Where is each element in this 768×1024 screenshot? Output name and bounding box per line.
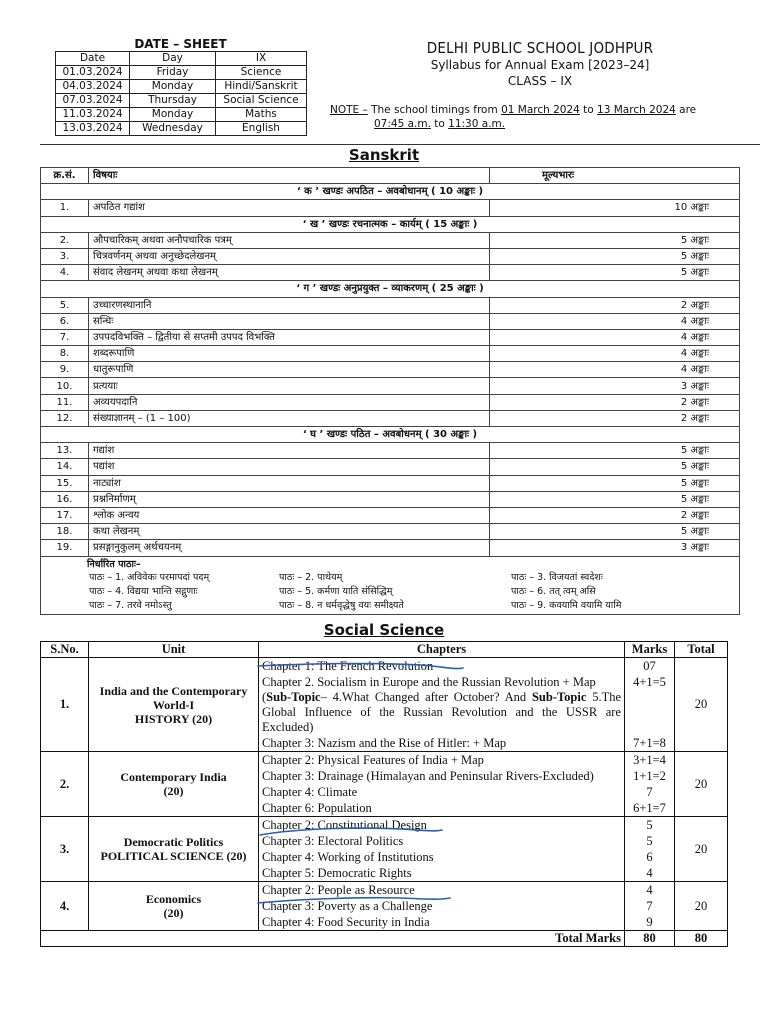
exam-date: 11.03.2024 xyxy=(56,108,130,122)
chapter-item: Chapter 6: Population xyxy=(262,801,372,815)
chapter-item: Chapter 5: Democratic Rights xyxy=(262,866,412,880)
note-time-from: 07:45 a.m. xyxy=(374,118,431,130)
table-row xyxy=(41,507,740,523)
unit-name-line: POLITICAL SCIENCE (20) xyxy=(100,849,247,863)
topic-marks: 4 अङ्काः xyxy=(490,329,740,345)
note-text: ( xyxy=(262,690,267,704)
note-text: – 4.What Changed after October? And xyxy=(320,690,532,704)
khanda-title: ‘ क ’ खण्डः अपठित – अवबोधानम् ( 10 अङ्काः ) xyxy=(41,184,740,200)
unit-name xyxy=(89,817,259,882)
unit-marks xyxy=(625,817,675,882)
school-name: DELHI PUBLIC SCHOOL JODHPUR xyxy=(426,39,654,57)
table-row xyxy=(56,122,307,136)
unit-name-line: Economics xyxy=(145,892,202,906)
topic-name: धातुरूपाणि xyxy=(89,362,490,378)
chapter-note xyxy=(262,690,621,735)
khanda-title: ‘ ख ’ खण्डः रचनात्मक – कार्यम् ( 15 अङ्काः ) xyxy=(41,216,740,232)
unit-name-line: Democratic Politics xyxy=(123,835,224,849)
table-row xyxy=(41,524,740,540)
topic-name: गद्यांश xyxy=(89,443,490,459)
topic-marks: 2 अङ्काः xyxy=(490,297,740,313)
chapter-marks: 4+1=5 xyxy=(633,675,666,689)
table-row xyxy=(41,200,740,216)
exam-day: Wednesday xyxy=(130,122,216,136)
table-row xyxy=(41,882,728,931)
table-row xyxy=(56,80,307,94)
unit-chapters xyxy=(259,882,625,931)
social-science-table xyxy=(40,641,728,947)
chapter-item: Chapter 4: Food Security in India xyxy=(262,915,430,929)
unit-name-line: World-I xyxy=(152,697,195,712)
topic-header: विषयाः xyxy=(89,168,490,184)
table-row xyxy=(41,475,740,491)
topic-name: नाट्यांश xyxy=(89,475,490,491)
unit-name-line: HISTORY (20) xyxy=(134,711,213,726)
unit-name-line: (20) xyxy=(163,906,184,920)
topic-name: श्लोक अन्वय xyxy=(89,507,490,523)
topic-serial: 3. xyxy=(41,248,89,264)
sno-header: S.No. xyxy=(41,642,89,658)
unit-header: Unit xyxy=(89,642,259,658)
table-row xyxy=(41,248,740,264)
note-text: to xyxy=(579,104,598,116)
table-row xyxy=(56,108,307,122)
lesson-item: पाठः – 6. तत् त्वम् असि xyxy=(511,585,596,597)
chapter-marks: 4 xyxy=(646,883,653,897)
unit-name-line: Contemporary India xyxy=(120,770,227,784)
unit-sno: 4. xyxy=(41,882,89,931)
day-header: Day xyxy=(130,52,216,66)
topic-marks: 5 अङ्काः xyxy=(490,248,740,264)
topic-serial: 16. xyxy=(41,491,89,507)
exam-date: 01.03.2024 xyxy=(56,66,130,80)
exam-subject: Maths xyxy=(216,108,307,122)
table-row xyxy=(41,491,740,507)
note-date-to: 13 March 2024 xyxy=(597,104,676,116)
exam-day: Monday xyxy=(130,108,216,122)
topic-marks: 5 अङ्काः xyxy=(490,443,740,459)
topic-marks: 4 अङ्काः xyxy=(490,346,740,362)
note-date-from: 01 March 2024 xyxy=(501,104,580,116)
chapter-marks: 5 xyxy=(646,818,653,832)
table-row xyxy=(41,443,740,459)
exam-subject: Hindi/Sanskrit xyxy=(216,80,307,94)
topic-marks: 5 अङ्काः xyxy=(490,265,740,281)
topic-name: प्रत्ययाः xyxy=(89,378,490,394)
chapter-marks: 07 xyxy=(643,659,656,673)
prescribed-lessons-row xyxy=(41,556,740,614)
topic-name: प्रसङ्गानुकुलम् अर्थचयनम् xyxy=(89,540,490,556)
topic-serial: 17. xyxy=(41,507,89,523)
note-text: are xyxy=(675,104,697,116)
syllabus-title: Syllabus for Annual Exam [2023–24] xyxy=(430,58,650,72)
unit-chapters xyxy=(259,658,625,752)
table-row xyxy=(41,329,740,345)
topic-serial: 7. xyxy=(41,329,89,345)
unit-sno: 1. xyxy=(41,658,89,752)
table-row xyxy=(41,540,740,556)
chapter-marks: 4 xyxy=(646,866,653,880)
lesson-item: पाठः – 3. विजयतां स्वदेशः xyxy=(511,571,603,583)
unit-total: 20 xyxy=(675,817,728,882)
table-row xyxy=(41,410,740,426)
unit-total: 20 xyxy=(675,882,728,931)
header-divider xyxy=(40,144,760,145)
topic-serial: 18. xyxy=(41,524,89,540)
exam-day: Monday xyxy=(130,80,216,94)
topic-serial: 8. xyxy=(41,346,89,362)
khanda-title: ‘ घ ’ खण्डः पठित – अवबोधनम् ( 30 अङ्काः ) xyxy=(41,427,740,443)
exam-date: 07.03.2024 xyxy=(56,94,130,108)
timing-note xyxy=(330,103,730,131)
table-row xyxy=(41,378,740,394)
topic-serial: 10. xyxy=(41,378,89,394)
table-row xyxy=(56,66,307,80)
social-science-title: Social Science xyxy=(323,621,445,639)
class-title: CLASS – IX xyxy=(507,74,573,88)
topic-marks: 5 अङ्काः xyxy=(490,491,740,507)
topic-serial: 14. xyxy=(41,459,89,475)
date-header: Date xyxy=(56,52,130,66)
unit-sno: 3. xyxy=(41,817,89,882)
table-row xyxy=(41,394,740,410)
date-sheet xyxy=(55,37,306,136)
topic-marks: 5 अङ्काः xyxy=(490,475,740,491)
unit-marks xyxy=(625,882,675,931)
table-row xyxy=(41,658,728,752)
topic-name: अपठित गद्यांश xyxy=(89,200,490,216)
table-row xyxy=(41,232,740,248)
unit-name-line: India and the Contemporary xyxy=(99,683,248,698)
chapter-marks: 7 xyxy=(646,785,653,799)
topic-marks: 5 अङ्काः xyxy=(490,232,740,248)
topic-marks: 10 अङ्काः xyxy=(490,200,740,216)
chapter-marks: 7+1=8 xyxy=(633,736,666,750)
note-text: The school timings from xyxy=(367,104,502,116)
topic-marks: 2 अङ्काः xyxy=(490,410,740,426)
note-label: NOTE – xyxy=(330,104,368,116)
chapter-marks: 5 xyxy=(646,834,653,848)
marks-header: मूल्यभारः xyxy=(490,168,740,184)
topic-name: उपपदविभक्ति – द्वितीया से सप्तमी उपपद विभक्ति xyxy=(89,329,490,345)
total-marks-label: Total Marks xyxy=(41,931,625,947)
table-row xyxy=(41,297,740,313)
note-time-to: 11:30 a.m. xyxy=(448,118,506,130)
topic-name: संख्याज्ञानम् – (1 – 100) xyxy=(89,410,490,426)
topic-marks: 4 अङ्काः xyxy=(490,313,740,329)
exam-date: 13.03.2024 xyxy=(56,122,130,136)
table-row xyxy=(41,817,728,882)
khanda-title: ‘ ग ’ खण्डः अनुप्रयुक्त – व्याकरणम् ( 25 अङ्काः ) xyxy=(41,281,740,297)
unit-name xyxy=(89,882,259,931)
khanda-header-row xyxy=(41,427,740,443)
topic-marks: 5 अङ्काः xyxy=(490,459,740,475)
lesson-item: पाठः – 7. तरवे नमोऽस्तु xyxy=(89,599,172,611)
class-header: IX xyxy=(216,52,307,66)
unit-chapters xyxy=(259,752,625,817)
note-text: to xyxy=(430,118,449,130)
topic-serial: 15. xyxy=(41,475,89,491)
school-header xyxy=(380,39,700,89)
table-row xyxy=(41,346,740,362)
table-row xyxy=(41,459,740,475)
sanskrit-table xyxy=(40,167,740,615)
prescribed-label: निर्धारित पाठाः– xyxy=(87,558,141,570)
unit-name-line: (20) xyxy=(163,784,184,798)
topic-name: औपचारिकम् अथवा अनौपचारिक पत्रम् xyxy=(89,232,490,248)
note-text: 5.The Global Influence of the Russian Revolution and the USSR are Excluded) xyxy=(262,690,621,734)
exam-subject: English xyxy=(216,122,307,136)
chapter-marks: 3+1=4 xyxy=(633,753,666,767)
khanda-header-row xyxy=(41,216,740,232)
table-row xyxy=(41,752,728,817)
topic-name: संवाद लेखनम् अथवा कथा लेखनम् xyxy=(89,265,490,281)
table-row xyxy=(41,265,740,281)
chapter-marks: 6 xyxy=(646,850,653,864)
chapter-marks: 1+1=2 xyxy=(633,769,666,783)
lesson-grid xyxy=(87,571,735,612)
topic-name: शब्दरूपाणि xyxy=(89,346,490,362)
topic-serial: 4. xyxy=(41,265,89,281)
unit-marks xyxy=(625,752,675,817)
topic-serial: 11. xyxy=(41,394,89,410)
chapters-header: Chapters xyxy=(259,642,625,658)
chapter-item: Chapter 2: Physical Features of India + Map xyxy=(262,753,484,767)
topic-name: कथा लेखनम् xyxy=(89,524,490,540)
total-row xyxy=(41,931,728,947)
chapter-item: Chapter 2. Socialism in Europe and the Russian Revolution + Map xyxy=(262,675,596,689)
chapter-item: Chapter 4: Working of Institutions xyxy=(262,850,434,864)
unit-total: 20 xyxy=(675,658,728,752)
topic-name: चित्रवर्णनम् अथवा अनुच्छेदलेखनम् xyxy=(89,248,490,264)
lesson-item: पाठः – 8. न धर्मवृद्धेषु वयः समीक्ष्यते xyxy=(279,599,404,611)
topic-name: अव्ययपदानि xyxy=(89,394,490,410)
exam-subject: Science xyxy=(216,66,307,80)
table-row xyxy=(56,94,307,108)
chapter-item: Chapter 2: People as Resource xyxy=(262,883,415,897)
topic-marks: 2 अङ्काः xyxy=(490,394,740,410)
lesson-item: पाठः – 5. कर्मणा याति संसिद्धिम् xyxy=(279,585,393,597)
chapter-item: Chapter 3: Poverty as a Challenge xyxy=(262,899,433,913)
lesson-item: पाठः – 4. विद्यया भान्ति सद्गुणाः xyxy=(89,585,198,597)
chapter-item: Chapter 3: Drainage (Himalayan and Peninsular Rivers-Excluded) xyxy=(262,769,594,783)
chapter-item: Chapter 4: Climate xyxy=(262,785,358,799)
topic-marks: 2 अङ्काः xyxy=(490,507,740,523)
topic-serial: 9. xyxy=(41,362,89,378)
total-marks-value: 80 xyxy=(625,931,675,947)
khanda-header-row xyxy=(41,281,740,297)
lesson-item: पाठः – 9. कवयामि वयामि यामि xyxy=(511,599,622,611)
note-subtopic: Sub-Topic xyxy=(266,690,321,704)
topic-name: पद्यांश xyxy=(89,459,490,475)
date-sheet-table xyxy=(55,51,307,136)
topic-serial: 1. xyxy=(41,200,89,216)
topic-marks: 3 अङ्काः xyxy=(490,540,740,556)
unit-marks xyxy=(625,658,675,752)
khanda-header-row xyxy=(41,184,740,200)
lesson-item: पाठः – 1. अविवेकः परमापदां पदम् xyxy=(89,571,210,583)
topic-name: उच्चारणस्थानानि xyxy=(89,297,490,313)
chapter-marks: 6+1=7 xyxy=(633,801,666,815)
marks-header: Marks xyxy=(625,642,675,658)
unit-name xyxy=(89,752,259,817)
exam-subject: Social Science xyxy=(216,94,307,108)
topic-marks: 4 अङ्काः xyxy=(490,362,740,378)
topic-serial: 19. xyxy=(41,540,89,556)
topic-marks: 5 अङ्काः xyxy=(490,524,740,540)
unit-name xyxy=(89,658,259,752)
exam-date: 04.03.2024 xyxy=(56,80,130,94)
table-row xyxy=(41,313,740,329)
unit-chapters xyxy=(259,817,625,882)
chapter-item: Chapter 1: The French Revolution xyxy=(262,659,434,673)
topic-serial: 12. xyxy=(41,410,89,426)
grand-total-value: 80 xyxy=(675,931,728,947)
topic-name: प्रश्ननिर्माणम् xyxy=(89,491,490,507)
table-row xyxy=(41,362,740,378)
unit-total: 20 xyxy=(675,752,728,817)
serial-header: क्र.सं. xyxy=(41,168,89,184)
chapter-marks: 9 xyxy=(646,915,653,929)
unit-sno: 2. xyxy=(41,752,89,817)
note-subtopic: Sub-Topic xyxy=(531,690,587,704)
date-sheet-title: DATE – SHEET xyxy=(134,37,227,51)
exam-day: Thursday xyxy=(130,94,216,108)
chapter-item: Chapter 2: Constitutional Design xyxy=(262,818,427,832)
total-header: Total xyxy=(675,642,728,658)
chapter-item: Chapter 3: Nazism and the Rise of Hitler: + Map xyxy=(262,736,507,750)
topic-serial: 5. xyxy=(41,297,89,313)
topic-serial: 13. xyxy=(41,443,89,459)
exam-day: Friday xyxy=(130,66,216,80)
chapter-item: Chapter 3: Electoral Politics xyxy=(262,834,404,848)
topic-serial: 6. xyxy=(41,313,89,329)
topic-serial: 2. xyxy=(41,232,89,248)
prescribed-lessons xyxy=(41,556,740,614)
chapter-marks: 7 xyxy=(646,899,653,913)
topic-marks: 3 अङ्काः xyxy=(490,378,740,394)
topic-name: सन्धिः xyxy=(89,313,490,329)
sanskrit-title: Sanskrit xyxy=(348,146,420,164)
lesson-item: पाठः – 2. पाथेयम् xyxy=(279,571,343,583)
